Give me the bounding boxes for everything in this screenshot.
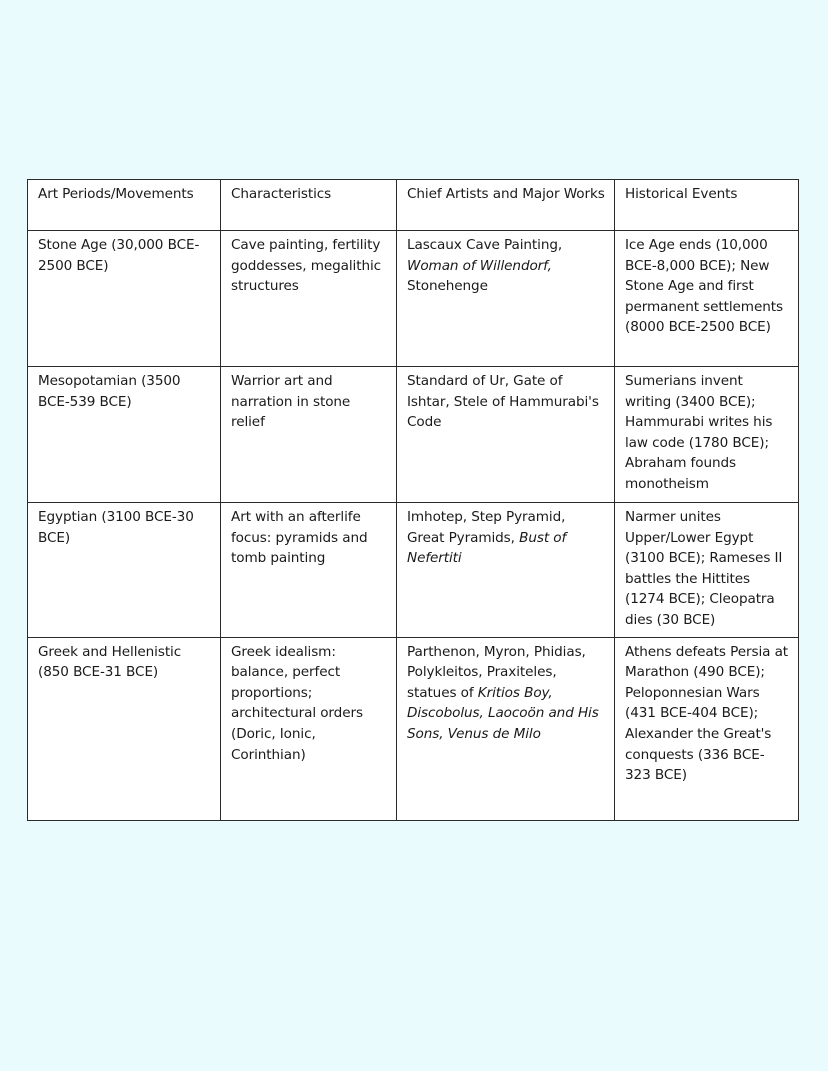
work-text: Imhotep, Step Pyramid, Great Pyramids, — [407, 509, 566, 546]
cell-works — [397, 637, 615, 820]
cell-works — [397, 231, 615, 367]
table-row — [28, 231, 799, 367]
table-row — [28, 637, 799, 820]
table-header-row — [28, 180, 799, 231]
art-periods-table — [27, 179, 799, 821]
cell-characteristics: Art with an afterlife focus: pyramids and tomb painting — [221, 503, 397, 638]
cell-characteristics: Cave painting, fertility goddesses, megalithic structures — [221, 231, 397, 367]
header-events: Historical Events — [615, 180, 799, 231]
work-text: Stonehenge — [407, 278, 488, 295]
work-text: Parthenon, Myron, Phidias, Polykleitos, Praxiteles, statues of — [407, 643, 586, 701]
header-characteristics: Characteristics — [221, 180, 397, 231]
work-title-italic: Bust of Nefertiti — [407, 529, 567, 567]
cell-works — [397, 367, 615, 503]
table-row — [28, 367, 799, 503]
cell-characteristics: Greek idealism: balance, perfect proportions; architectural orders (Doric, Ionic, Corinthian) — [221, 637, 397, 820]
cell-period: Greek and Hellenistic (850 BCE-31 BCE) — [28, 637, 221, 820]
work-text: Lascaux Cave Painting, — [407, 237, 563, 253]
cell-characteristics: Warrior art and narration in stone relief — [221, 367, 397, 503]
table-row — [28, 503, 799, 638]
header-period: Art Periods/Movements — [28, 180, 221, 231]
cell-period: Egyptian (3100 BCE-30 BCE) — [28, 503, 221, 638]
cell-works — [397, 503, 615, 638]
work-title-italic: Woman of Willendorf, — [407, 257, 552, 274]
cell-events: Ice Age ends (10,000 BCE-8,000 BCE); New Stone Age and first permanent settlements (8000 BCE-2500 BCE) — [615, 231, 799, 367]
cell-period: Mesopotamian (3500 BCE-539 BCE) — [28, 367, 221, 503]
cell-events: Sumerians invent writing (3400 BCE); Hammurabi writes his law code (1780 BCE); Abraham founds monotheism — [615, 367, 799, 503]
cell-period: Stone Age (30,000 BCE-2500 BCE) — [28, 231, 221, 367]
work-title-italic: Kritios Boy, Discobolus, Laocoön and His Sons, Venus de Milo — [407, 684, 599, 742]
header-works: Chief Artists and Major Works — [397, 180, 615, 231]
work-text: Standard of Ur, Gate of Ishtar, Stele of Hammurabi's Code — [407, 373, 599, 431]
cell-events: Narmer unites Upper/Lower Egypt (3100 BCE); Rameses II battles the Hittites (1274 BCE); Cleopatra dies (30 BCE) — [615, 503, 799, 638]
cell-events: Athens defeats Persia at Marathon (490 BCE); Peloponnesian Wars (431 BCE-404 BCE); Alexander the Great's conquests (336 BCE-323 BCE) — [615, 637, 799, 820]
